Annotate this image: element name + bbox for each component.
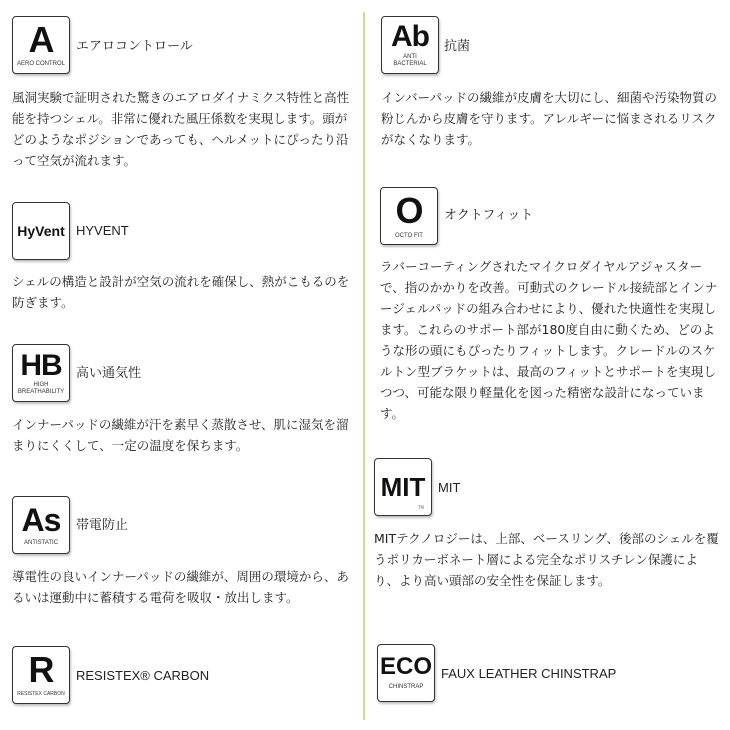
high-breathability-desc: インナーパッドの繊維が汗を素早く蒸散させ、肌に湿気を溜まりにくくして、一定の温度を保ちます。 bbox=[12, 417, 349, 453]
antistatic-icon bbox=[12, 496, 70, 554]
mit-desc: MITテクノロジーは、上部、ベースリング、後部のシェルを覆うポリカーボネート層による完全なポリスチレン保護により、より高い頭部の安全性を保証します。 bbox=[374, 531, 719, 588]
octo-fit-title: オクトフィット bbox=[444, 208, 534, 223]
anti-bacterial-icon bbox=[381, 16, 439, 74]
anti-bacterial-icon-abbr: Ab bbox=[391, 20, 429, 53]
high-breathability-icon-sub: HIGH BREATHABILITY bbox=[17, 381, 65, 395]
anti-bacterial-icon-sub: ANTI BACTERIAL bbox=[393, 54, 427, 67]
high-breathability-icon bbox=[12, 344, 70, 402]
faux-leather-chinstrap-title: FAUX LEATHER CHINSTRAP bbox=[441, 666, 617, 681]
mit-icon-abbr: MIT bbox=[380, 472, 426, 502]
resistex-carbon-icon-abbr: R bbox=[28, 649, 54, 690]
aero-control-icon-abbr: A bbox=[28, 19, 54, 60]
chinstrap-icon-sub: CHINSTRAP bbox=[388, 684, 424, 690]
resistex-carbon-title: RESISTEX® CARBON bbox=[76, 668, 210, 683]
mit-title: MIT bbox=[438, 480, 461, 495]
antistatic-icon-sub: ANTISTATIC bbox=[23, 539, 59, 546]
octo-fit-icon bbox=[380, 187, 438, 245]
octo-fit-icon-sub: OCTO FIT bbox=[395, 232, 423, 239]
octo-fit-icon-abbr: O bbox=[395, 189, 423, 231]
hyvent-desc: シェルの構造と設計が空気の流れを確保し、熱がこもるのを防ぎます。 bbox=[12, 274, 350, 310]
hyvent-title: HYVENT bbox=[76, 223, 129, 238]
antistatic-title: 帯電防止 bbox=[76, 518, 129, 533]
anti-bacterial-title: 抗菌 bbox=[444, 39, 471, 54]
resistex-carbon-icon bbox=[12, 646, 70, 704]
mit-icon-trademark: TM bbox=[418, 505, 424, 510]
hyvent-icon-abbr: HyVent bbox=[17, 223, 65, 239]
antistatic-desc: 導電性の良いインナーパッドの繊維が、周囲の環境から、あるいは運動中に蓄積する電荷を吸収・放出します。 bbox=[12, 569, 349, 605]
high-breathability-icon-abbr: HB bbox=[20, 348, 62, 382]
octo-fit-desc: ラバーコーティングされたマイクロダイヤルアジャスターで、指のかかりを改善。可動式のクレードル接続部とインナージェルパッドの組み合わせにより、優れた快適性を実現します。これらのサポート部が180度自由に動くため、どのような形の頭にもぴったりフィットします。クレードルのスケルトン型ブラケットは、最高のフィットとサポートを実現しつつ、可能な限り軽量化を図った精密な設計になっています。 bbox=[380, 259, 718, 421]
column-divider bbox=[363, 12, 365, 720]
anti-bacterial-desc: インバーパッドの繊維が皮膚を大切にし、細菌や汚染物質の粉じんから皮膚を守ります。アレルギーに悩まされるリスクがなくなります。 bbox=[381, 90, 718, 147]
chinstrap-icon-abbr: ECO bbox=[379, 653, 432, 680]
high-breathability-title: 高い通気性 bbox=[76, 366, 142, 381]
aero-control-icon bbox=[12, 16, 70, 74]
mit-icon bbox=[374, 458, 432, 516]
hyvent-icon bbox=[12, 202, 70, 260]
aero-control-title: エアロコントロール bbox=[76, 39, 193, 54]
chinstrap-icon bbox=[377, 644, 435, 702]
antistatic-icon-abbr: As bbox=[21, 501, 61, 538]
aero-control-icon-sub: AERO CONTROL bbox=[16, 61, 65, 67]
resistex-carbon-icon-sub: RESISTEX CARBON bbox=[17, 691, 65, 697]
aero-control-desc: 風洞実験で証明された驚きのエアロダイナミクス特性と高性能を持つシェル。非常に優れた風圧係数を実現します。頭がどのようなポジションであっても、ヘルメットにぴったり沿って空気が流れます。 bbox=[12, 90, 350, 168]
